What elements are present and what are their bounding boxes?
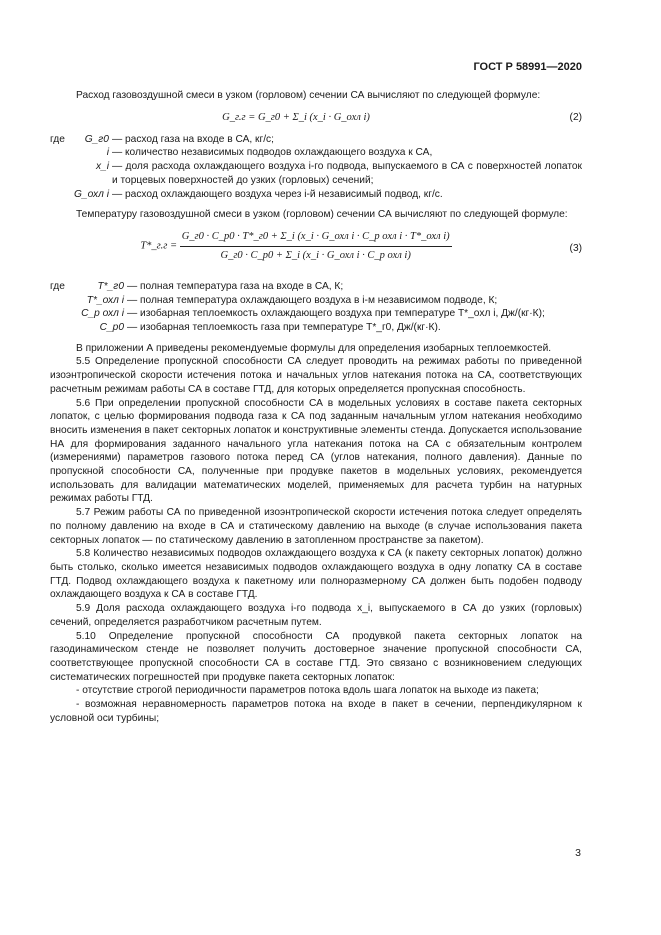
- definition-prefix: [50, 307, 74, 321]
- page-content: [50, 89, 582, 725]
- body-paragraph: В приложении А приведены рекомендуемые формулы для определения изобарных теплоемкостей.: [76, 342, 552, 354]
- section-5-6: 5.6 При определении пропускной способности СА в модельных условиях в составе пакета секторных лопаток, с целью формирования подвода газа к СА под заданным начальным углом натекания необходимо вносить изменения в пакет секторных лопаток и конструктивные элементы стенда. Допускается использование НА для формирования заданного начального угла натекания потока на СА с обязательным контролем (измерениями) параметров газового потока перед СА (углов натекания, полного давления). Данные по пропускной способности СА, полученные при продувке пакетов в модельных условиях, рекомендуется использовать для валидации математических моделей, применяемых для расчета турбин на натурных режимах работы ГТД.: [50, 397, 582, 505]
- definition-symbol: T*_г0: [97, 280, 124, 292]
- section-5-5: 5.5 Определение пропускной способности СА следует проводить на режимах работы по приведенной изоэнтропической скорости истечения потока и начальных углов натекания потока на СА, соответствующих расчетным режимам работы СА в составе ГТД, для которых определяется пропускная способность.: [50, 356, 582, 395]
- definition-text: — изобарная теплоемкость охлаждающего воздуха при температуре T*_охл i, Дж/(кг·К);: [127, 308, 545, 320]
- definition-prefix: [50, 188, 74, 202]
- definition-symbol: i: [106, 147, 109, 159]
- definition-symbol: x_i: [95, 161, 109, 173]
- definition-prefix: [50, 160, 74, 187]
- definition-row: [50, 188, 582, 202]
- section-5-7: 5.7 Режим работы СА по приведенной изоэнтропической скорости истечения потока следует определять по полному давлению на входе в СА и статическому давлению на выходе (в случае использования пакета секторных лопаток — по статическому давлению в затопленном пространстве за пакетом).: [50, 507, 582, 546]
- page-number: 3: [575, 847, 581, 859]
- list-item: - отсутствие строгой периодичности параметров потока вдоль шага лопаток на выходе из пакета;: [76, 685, 539, 697]
- definition-row: [50, 307, 582, 321]
- definition-row: [50, 294, 582, 308]
- definition-prefix: [50, 321, 74, 335]
- definitions-list-1: [50, 133, 582, 202]
- definition-symbol: C_р охл i: [81, 308, 124, 320]
- definition-row: [50, 133, 582, 147]
- definition-text: — полная температура охлаждающего воздуха в i-м независимом подводе, К;: [127, 294, 498, 306]
- formula-2: [50, 103, 582, 133]
- definition-row: [50, 280, 582, 294]
- list-item: - возможная неравномерность параметров потока на входе в пакет в сечении, перпендикулярном к условной оси турбины;: [50, 699, 582, 724]
- definition-symbol: T*_охл i: [86, 294, 124, 306]
- definition-row: [50, 160, 582, 187]
- formula-3-numerator: G_г0 · C_р0 · T*_г0 + Σ_i (x_i · G_охл i · C_р охл i · T*_охл i): [180, 230, 452, 247]
- intro-paragraph-2: Температуру газовоздушной смеси в узком (горловом) сечении СА вычисляют по следующей формуле:: [76, 209, 568, 221]
- definition-text: — количество независимых подводов охлаждающего воздуха к СА,: [111, 147, 433, 159]
- definition-text: — доля расхода охлаждающего воздуха i-го подвода, выпускаемого в СА с поверхностей лопаток и торцевых поверхностей до узких (горловых) сечений;: [111, 161, 582, 186]
- definition-prefix: [50, 294, 74, 308]
- formula-3-denominator: G_г0 · C_р0 + Σ_i (x_i · G_охл i · C_р охл i): [220, 249, 411, 261]
- formula-2-expression: G_г.г = G_г0 + Σ_i (x_i · G_охл i): [222, 111, 370, 123]
- section-5-9: 5.9 Доля расхода охлаждающего воздуха i-го подвода x_i, выпускаемого в СА до узких (горловых) сечений, определяется разработчиком расчетным путем.: [50, 603, 582, 628]
- definition-symbol: G_г0: [84, 133, 109, 145]
- definition-prefix: где: [50, 133, 65, 145]
- formula-3-expression: [50, 230, 542, 262]
- definition-row: [50, 321, 582, 335]
- formula-3-fraction: [180, 230, 452, 262]
- standard-header: ГОСТ Р 58991—2020: [473, 61, 582, 73]
- definition-text: — изобарная теплоемкость газа при температуре T*_г0, Дж/(кг·К).: [127, 322, 441, 334]
- definition-text: — полная температура газа на входе в СА, К;: [127, 280, 344, 292]
- formula-3: [50, 222, 582, 280]
- definition-symbol: C_р0: [99, 322, 124, 334]
- intro-paragraph-1: Расход газовоздушной смеси в узком (горловом) сечении СА вычисляют по следующей формуле:: [76, 90, 541, 101]
- definition-prefix: где: [50, 280, 65, 292]
- definition-symbol: G_охл i: [74, 188, 109, 200]
- definitions-list-2: [50, 280, 582, 335]
- formula-2-number: (2): [569, 111, 582, 123]
- definition-text: — расход газа на входе в СА, кг/с;: [111, 133, 274, 145]
- section-5-10: 5.10 Определение пропускной способности СА продувкой пакета секторных лопаток на газодинамическом стенде не позволяет получить достоверное значение пропускной способности СА, соответствующее пропускной способности СА в составе ГТД. Это связано с возникновением следующих систематических погрешностей при продувке пакета секторных лопаток:: [50, 630, 582, 683]
- definition-text: — расход охлаждающего воздуха через i-й независимый подвод, кг/с.: [111, 188, 443, 200]
- formula-3-number: (3): [569, 242, 582, 254]
- formula-3-lhs: T*_г.г =: [140, 240, 178, 252]
- definition-row: [50, 146, 582, 160]
- definition-prefix: [50, 146, 74, 160]
- section-5-8: 5.8 Количество независимых подводов охлаждающего воздуха к СА (к пакету секторных лопаток) должно быть столько, сколько имеется независимых подводов охлаждающего воздуха в одну лопатку СА в составе ГТД. Подвод охлаждающего воздуха к пакетному или полноразмерному СА должен быть подобен подводу охлаждающего воздуха к СА в составе ГТД.: [50, 548, 582, 601]
